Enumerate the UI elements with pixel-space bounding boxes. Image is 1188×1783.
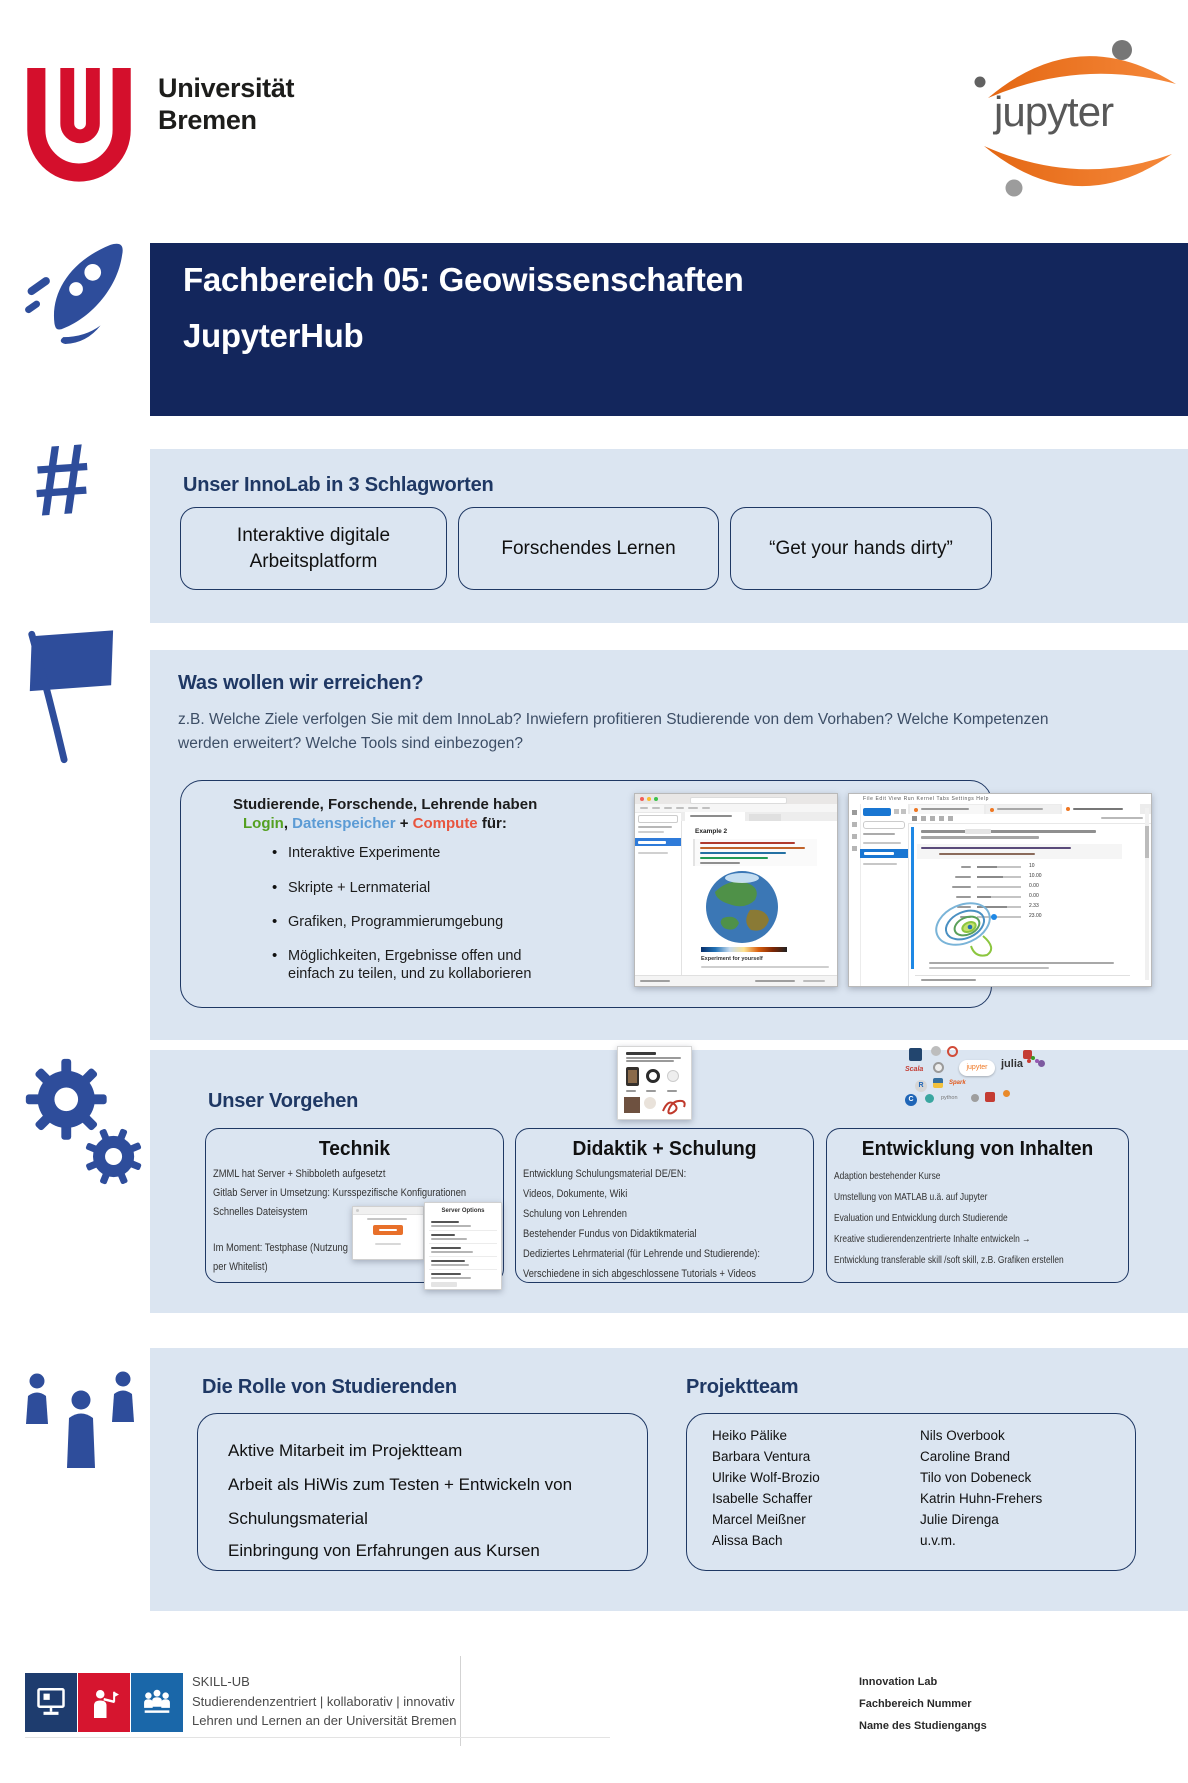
team-heading: Projektteam xyxy=(686,1376,799,1398)
people-icon xyxy=(22,1368,140,1476)
lab-file-sidebar xyxy=(860,804,909,986)
contour-plot xyxy=(923,898,1015,958)
python-logo: python xyxy=(941,1095,958,1101)
slider-value-5: 2.33 xyxy=(1029,903,1039,909)
ziele-intro-line1: Studierende, Forschende, Lehrende haben xyxy=(233,796,538,813)
didaktik-line-2: Videos, Dokumente, Wiki xyxy=(523,1188,628,1200)
intro-comma: , xyxy=(283,815,293,832)
technik-line-2: Gitlab Server in Umsetzung: Kursspezifische Konfigurationen xyxy=(213,1187,467,1199)
statusbar xyxy=(635,975,837,986)
rolle-line-1: Aktive Mitarbeit im Projektteam xyxy=(228,1441,463,1460)
inhalte-title: Entwicklung von Inhalten xyxy=(861,1138,1094,1160)
ziele-bullet-3: • Grafiken, Programmierumgebung xyxy=(288,914,503,932)
ziele-description-line2: werden erweitert? Welche Tools sind einbezogen? xyxy=(178,735,523,752)
technik-line-1: ZMML hat Server + Shibboleth aufgesetzt xyxy=(213,1168,386,1180)
ziele-bullet-1: • Interaktive Experimente xyxy=(288,845,440,863)
login-keyword: Login xyxy=(243,815,284,832)
vorgehen-heading: Unser Vorgehen xyxy=(208,1090,359,1112)
university-name-line2: Bremen xyxy=(158,105,257,135)
didaktik-title: Didaktik + Schulung xyxy=(572,1138,757,1160)
file-browser-sidebar xyxy=(635,812,682,976)
inhalte-line-1: Adaption bestehender Kurse xyxy=(834,1170,941,1182)
skill-ub-line2: Lehren und Lernen an der Universität Bremen xyxy=(192,1713,457,1728)
didaktik-line-1: Entwicklung Schulungsmaterial DE/EN: xyxy=(523,1168,687,1180)
didaktik-line-6: Verschiedene in sich abgeschlossene Tutorials + Videos xyxy=(523,1268,756,1280)
skill-logo-monitor-icon xyxy=(25,1673,77,1732)
notebook-heading: Example 2 xyxy=(695,828,728,835)
team-member: u.v.m. xyxy=(920,1533,956,1548)
code-cell xyxy=(693,839,817,866)
julia-logo: julia xyxy=(1001,1058,1024,1070)
lab-tabbar xyxy=(908,804,1151,814)
team-member: Ulrike Wolf-Brozio xyxy=(712,1470,820,1485)
team-member: Alissa Bach xyxy=(712,1533,783,1548)
c-logo: C xyxy=(905,1094,917,1106)
server-options-screenshot xyxy=(424,1202,502,1290)
rolle-line-4: Einbringung von Erfahrungen aus Kursen xyxy=(228,1541,540,1560)
ziele-intro-line2 xyxy=(243,815,507,832)
hub-login-screenshot xyxy=(352,1206,424,1260)
notebook-tabbar xyxy=(681,812,837,821)
team-member: Marcel Meißner xyxy=(712,1512,806,1527)
skill-logo-group-icon xyxy=(131,1673,183,1732)
flag-icon xyxy=(20,628,118,766)
jupyter-wordmark: jupyter xyxy=(994,88,1114,135)
poster-title-line2: JupyterHub xyxy=(183,317,364,354)
rolle-line-2: Arbeit als HiWis zum Testen + Entwickeln von xyxy=(228,1475,573,1494)
technik-line-5: per Whitelist) xyxy=(213,1261,268,1273)
jupyterlab-menubar: File Edit View Run Kernel Tabs Settings Help xyxy=(863,796,989,802)
innolab-card-forschendes-lernen: Forschendes Lernen xyxy=(458,507,719,590)
server-options-title: Server Options xyxy=(441,1208,485,1214)
rolle-heading: Die Rolle von Studierenden xyxy=(202,1376,457,1398)
intro-fuer: für: xyxy=(477,815,507,832)
tool-logos-cluster xyxy=(903,1046,1053,1108)
ziele-heading: Was wollen wir erreichen? xyxy=(178,672,424,694)
ziele-bullet-4: • Möglichkeiten, Ergebnisse offen und einfach zu teilen, und zu kollaborieren xyxy=(288,948,560,983)
datenspeicher-keyword: Datenspeicher xyxy=(292,815,396,832)
skill-logo-lecturer-icon xyxy=(78,1673,130,1732)
inhalte-line-3: Evaluation und Entwicklung durch Studierende xyxy=(834,1212,1008,1224)
scala-logo: Scala xyxy=(905,1066,924,1073)
active-cell-indicator xyxy=(911,827,914,969)
slider-value-3: 0.00 xyxy=(1029,883,1039,889)
university-name-line1: Universität xyxy=(158,73,295,103)
lab-scrollbar xyxy=(1145,808,1149,980)
footer-fachbereich-nummer: Fachbereich Nummer xyxy=(859,1698,972,1710)
team-member: Caroline Brand xyxy=(920,1449,1011,1464)
innolab-card-arbeitsplatform: Interaktive digitale Arbeitsplatform xyxy=(180,507,447,590)
slider-value-1: 10 xyxy=(1029,863,1035,869)
jupyter-logo xyxy=(950,36,1188,211)
hashtag-icon: # xyxy=(30,422,94,538)
r-logo: R xyxy=(915,1080,927,1092)
ziele-bullet-2: • Skripte + Lernmaterial xyxy=(288,880,430,898)
screenshot-jupyterlab-widgets xyxy=(848,793,1152,987)
didaktik-line-5: Dediziertes Lehrmaterial (für Lehrende und Studierende): xyxy=(523,1248,761,1260)
innolab-heading: Unser InnoLab in 3 Schlagworten xyxy=(183,474,494,496)
inhalte-line-4: Kreative studierendenzentrierte Inhalte entwickeln → xyxy=(834,1233,1031,1245)
skill-ub-line1: Studierendenzentriert | kollaborativ | innovativ xyxy=(192,1693,455,1709)
didaktik-flyer-thumbnail xyxy=(617,1046,692,1120)
inhalte-line-2: Umstellung von MATLAB u.ä. auf Jupyter xyxy=(834,1191,988,1203)
poster-title-line1: Fachbereich 05: Geowissenschaften xyxy=(183,261,744,298)
innolab-card-hands-dirty: “Get your hands dirty” xyxy=(730,507,992,590)
rolle-line-3: Schulungsmaterial xyxy=(228,1509,368,1528)
technik-line-3: Schnelles Dateisystem xyxy=(213,1206,308,1218)
screenshot-caption: Experiment for yourself xyxy=(701,956,763,962)
team-member: Nils Overbook xyxy=(920,1428,1005,1443)
jupyter-small-logo: jupyter xyxy=(959,1060,995,1076)
colorbar xyxy=(701,947,787,952)
lab-code-cell xyxy=(917,844,1122,859)
team-member: Katrin Huhn-Frehers xyxy=(920,1491,1043,1506)
title-banner xyxy=(150,243,1188,416)
slider-value-4: 0.00 xyxy=(1029,893,1039,899)
footer-studiengang: Name des Studiengangs xyxy=(859,1720,987,1732)
compute-keyword: Compute xyxy=(412,815,478,832)
skill-ub-title: SKILL-UB xyxy=(192,1674,250,1689)
slider-value-6: 23.00 xyxy=(1029,913,1042,919)
footer-innovation-lab: Innovation Lab xyxy=(859,1676,938,1688)
inhalte-line-5: Entwicklung transferable skill /soft skill, z.B. Grafiken erstellen xyxy=(834,1254,1064,1266)
gears-icon xyxy=(15,1052,153,1192)
technik-line-4: Im Moment: Testphase (Nutzung xyxy=(213,1242,348,1254)
globe-visualization xyxy=(705,870,779,944)
team-member: Tilo von Dobeneck xyxy=(920,1470,1032,1485)
technik-title: Technik xyxy=(318,1138,391,1160)
university-bremen-logo-icon xyxy=(25,68,133,196)
screenshot-jupyter-globe xyxy=(634,793,838,987)
team-member: Isabelle Schaffer xyxy=(712,1491,813,1506)
slider-value-2: 10.00 xyxy=(1029,873,1042,879)
intro-plus: + xyxy=(395,815,413,832)
ziele-description-line1: z.B. Welche Ziele verfolgen Sie mit dem InnoLab? Inwiefern profitieren Studierende von dem Vorhaben? Welche Kompetenzen xyxy=(178,711,1049,728)
didaktik-line-4: Bestehender Fundus von Didaktikmaterial xyxy=(523,1228,697,1240)
footer-divider xyxy=(460,1656,461,1746)
team-member: Barbara Ventura xyxy=(712,1449,811,1464)
didaktik-line-3: Schulung von Lehrenden xyxy=(523,1208,627,1220)
rocket-icon xyxy=(24,232,132,350)
red-scribble-icon xyxy=(660,1095,688,1117)
spark-logo: Spark xyxy=(949,1080,966,1086)
team-member: Heiko Pälike xyxy=(712,1428,788,1443)
footer-underline xyxy=(25,1737,610,1738)
team-member: Julie Direnga xyxy=(920,1512,999,1527)
lab-toolbar xyxy=(908,814,1151,824)
